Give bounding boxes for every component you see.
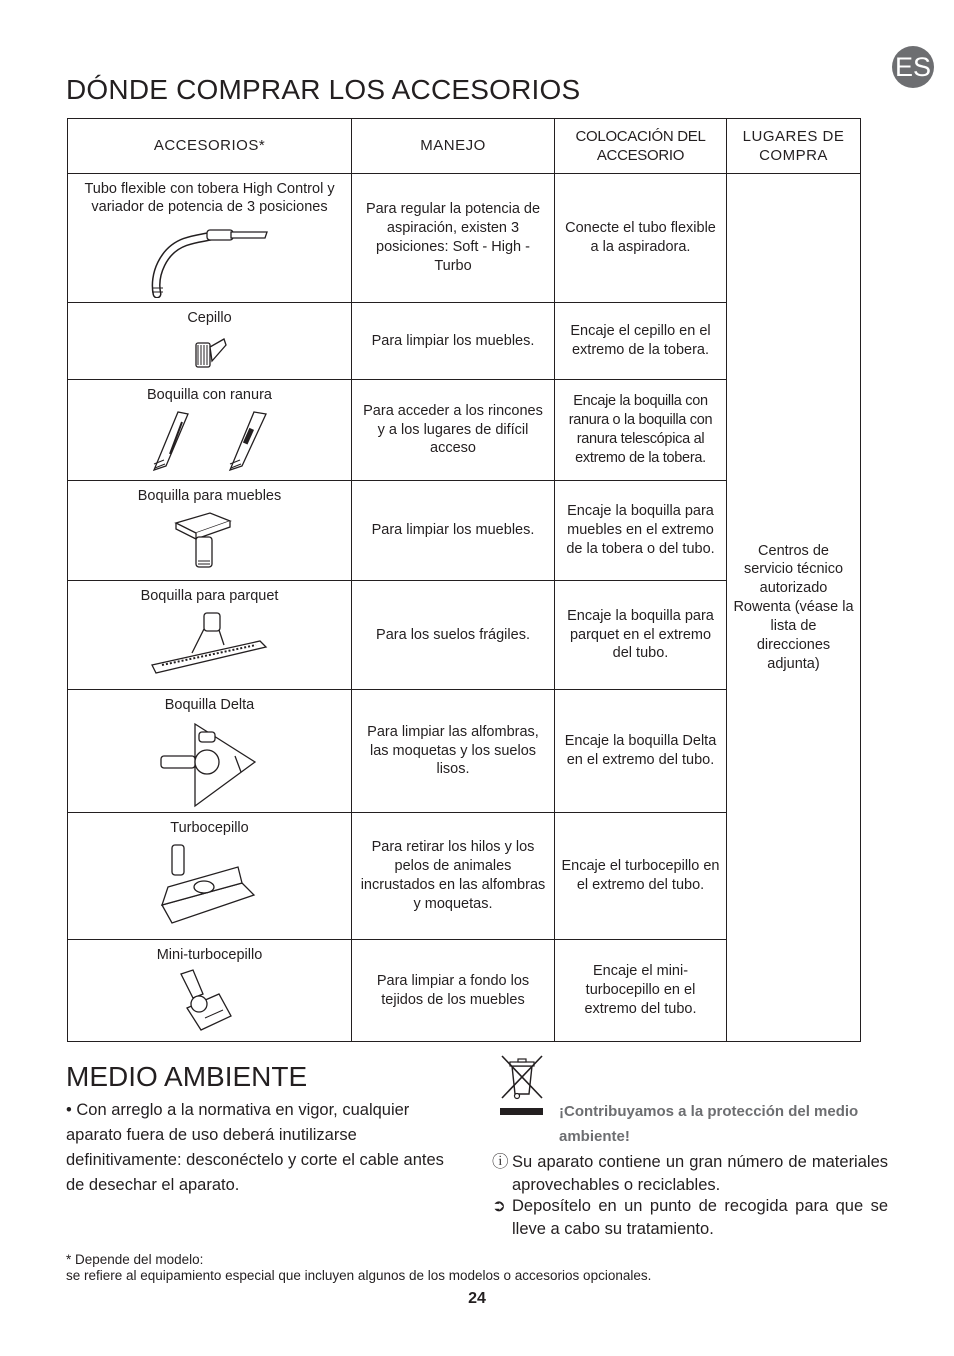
manejo-cell: Para limpiar los muebles. (352, 303, 555, 380)
recyclable-text: Su aparato contiene un gran número de materiales aprovechables o reciclables. (512, 1153, 888, 1194)
footnote (66, 1252, 651, 1284)
accessory-name: Boquilla para muebles (137, 488, 282, 504)
accessory-name: Turbocepillo (170, 820, 249, 836)
manejo-cell: Para retirar los hilos y los pelos de animales incrustados en las alfombras y moquetas. (352, 813, 555, 940)
flexible-hose-image (145, 220, 275, 298)
parquet-nozzle-image (148, 609, 272, 679)
colocacion-cell: Encaje el mini-turbocepillo en el extremo del tubo. (555, 940, 727, 1042)
header-colocacion: COLOCACIÓN DEL ACCESORIO (555, 119, 727, 174)
accessory-cell (68, 380, 352, 481)
furniture-nozzle-image (170, 509, 250, 571)
table-row (68, 174, 861, 303)
manejo-cell: Para limpiar a fondo los tejidos de los muebles (352, 940, 555, 1042)
weee-bin-icon (500, 1054, 544, 1100)
accessory-name: Boquilla con ranura (147, 387, 272, 403)
manejo-cell: Para limpiar las alfombras, las moquetas y los suelos lisos. (352, 690, 555, 813)
crevice-tool-image (140, 408, 280, 474)
accessory-cell (68, 303, 352, 380)
footnote-line-2: se refiere al equipamiento especial que incluyen algunos de los modelos o accesorios opcionales. (66, 1268, 652, 1283)
brush-image (188, 331, 232, 375)
colocacion-cell: Encaje el cepillo en el extremo de la tobera. (555, 303, 727, 380)
mini-turbo-brush-image (175, 968, 245, 1034)
accessory-cell (68, 174, 352, 303)
recyclable-note (492, 1151, 888, 1197)
environment-slogan: ¡Contribuyamos a la protección del medio ambiente! (559, 1103, 859, 1145)
colocacion-cell: Encaje la boquilla para muebles en el extremo de la tobera o del tubo. (555, 481, 727, 581)
colocacion-cell: Encaje la boquilla para parquet en el extremo del tubo. (555, 581, 727, 690)
colocacion-cell: Encaje la boquilla Delta en el extremo del tubo. (555, 690, 727, 813)
colocacion-cell: Conecte el tubo flexible a la aspiradora. (555, 174, 727, 303)
footnote-line-1: * Depende del modelo: (66, 1252, 204, 1267)
accessory-cell (68, 690, 352, 813)
manejo-cell: Para limpiar los muebles. (352, 481, 555, 581)
accessory-name: Tubo flexible con tobera High Control y variador de potencia de 3 posiciones (84, 181, 335, 216)
accessory-cell (68, 940, 352, 1042)
arrow-icon: ➲ (492, 1197, 506, 1215)
environment-text: • Con arreglo a la normativa en vigor, cualquier aparato fuera de uso deberá inutilizarse definitivamente: desconéctelo y corte el cable antes de desechar el aparato. (66, 1101, 444, 1194)
accessory-name: Cepillo (187, 310, 232, 326)
header-accesorios: ACCESORIOS* (68, 119, 352, 174)
turbo-brush-image (158, 841, 262, 931)
colocacion-cell: Encaje el turbocepillo en el extremo del tubo. (555, 813, 727, 940)
accessory-cell (68, 581, 352, 690)
accessory-name: Boquilla para parquet (140, 588, 279, 604)
header-manejo: MANEJO (352, 119, 555, 174)
accessory-cell (68, 481, 352, 581)
manejo-cell: Para los suelos frágiles. (352, 581, 555, 690)
language-badge: ES (892, 46, 934, 88)
info-icon: ⓘ (492, 1153, 509, 1171)
colocacion-cell: Encaje la boquilla con ranura o la boquilla con ranura telescópica al extremo de la tobera. (555, 380, 727, 481)
delta-nozzle-image (155, 718, 265, 808)
disposal-note (492, 1195, 888, 1241)
accessory-cell (68, 813, 352, 940)
environment-title: MEDIO AMBIENTE (66, 1061, 308, 1092)
accessory-name: Boquilla Delta (164, 697, 255, 713)
manejo-cell: Para acceder a los rincones y a los lugares de difícil acceso (352, 380, 555, 481)
accessory-name: Mini-turbocepillo (156, 947, 263, 963)
lugares-cell: Centros de servicio técnico autorizado Rowenta (véase la lista de direcciones adjunta) (727, 174, 861, 1042)
page-title: DÓNDE COMPRAR LOS ACCESORIOS (66, 74, 581, 105)
header-lugares: LUGARES DE COMPRA (727, 119, 861, 174)
accessories-table (67, 118, 861, 1042)
weee-bar (500, 1108, 543, 1115)
disposal-text: Deposítelo en un punto de recogida para que se lleve a cabo su tratamiento. (512, 1197, 888, 1238)
page-number: 24 (468, 1290, 486, 1307)
manejo-cell: Para regular la potencia de aspiración, existen 3 posiciones: Soft - High - Turbo (352, 174, 555, 303)
table-header-row (68, 119, 861, 174)
